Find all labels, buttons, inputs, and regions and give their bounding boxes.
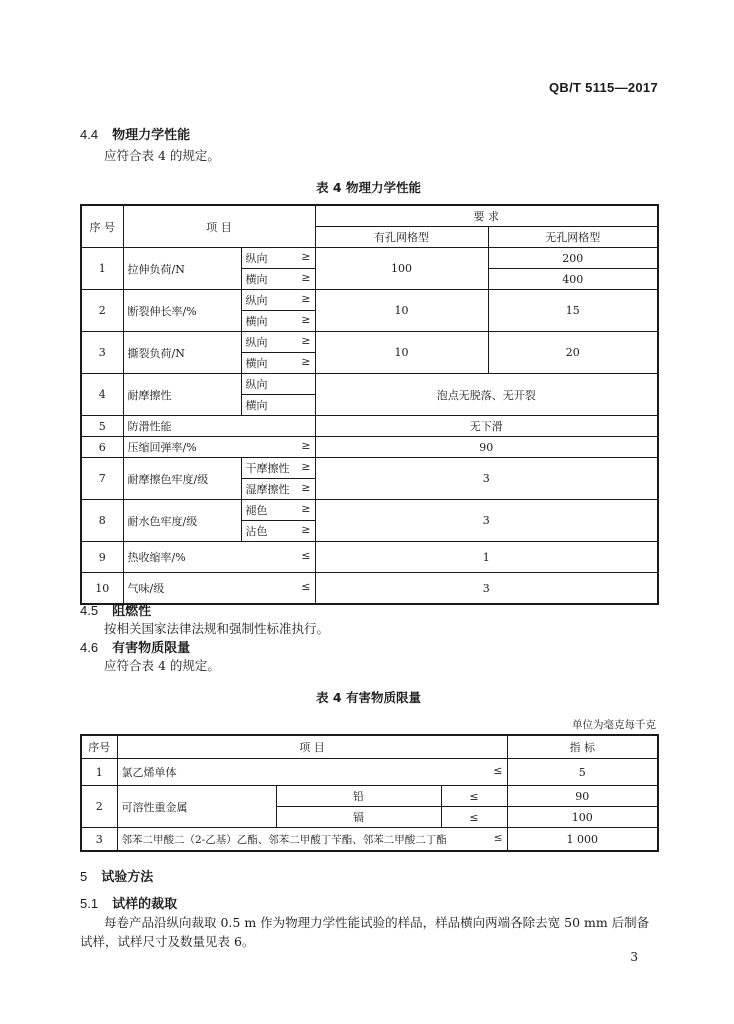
operator: ≥ bbox=[301, 460, 311, 473]
header-requirement: 要 求 bbox=[315, 205, 658, 227]
row-direction: 纵向 bbox=[241, 374, 315, 395]
harmful-substances-table bbox=[80, 734, 659, 852]
row-porous-value: 100 bbox=[315, 248, 488, 290]
row-direction bbox=[241, 311, 315, 332]
row-seq: 7 bbox=[81, 458, 123, 500]
operator: ≤ bbox=[301, 549, 311, 562]
header-seq: 序 号 bbox=[81, 205, 123, 248]
row-seq: 3 bbox=[81, 332, 123, 374]
section-5-1-heading bbox=[80, 893, 177, 912]
row-value: 100 bbox=[507, 807, 658, 828]
header-item: 项 目 bbox=[123, 205, 315, 248]
section-number: 5 bbox=[80, 869, 88, 884]
row-direction bbox=[241, 521, 315, 542]
section-5-1-body-line1: 每卷产品沿纵向裁取 0.5 m 作为物理力学性能试验的样品，样品横向两端各除去宽 50 mm 后制备 bbox=[104, 915, 650, 930]
row-name: 撕裂负荷/N bbox=[123, 332, 241, 374]
row-seq: 10 bbox=[81, 573, 123, 605]
row-direction bbox=[241, 458, 315, 479]
row-direction: 横向 bbox=[241, 395, 315, 416]
row-direction bbox=[241, 269, 315, 290]
table-harmful-title: 表 4 有害物质限量 bbox=[316, 690, 421, 705]
row-name bbox=[117, 828, 507, 852]
operator: ≤ bbox=[493, 764, 503, 777]
row-seq: 1 bbox=[81, 248, 123, 290]
metal-label: 铅 bbox=[353, 790, 364, 803]
section-4-6-body: 应符合表 4 的规定。 bbox=[104, 658, 220, 673]
operator: ≥ bbox=[301, 523, 311, 536]
direction-label: 纵向 bbox=[245, 336, 268, 349]
page-number: 3 bbox=[630, 950, 638, 964]
row-name-label: 热收缩率/% bbox=[127, 551, 186, 564]
row-nonporous-value: 20 bbox=[488, 332, 658, 374]
row-merged-value: 3 bbox=[315, 500, 658, 542]
row-seq: 2 bbox=[81, 786, 117, 828]
row-direction bbox=[241, 290, 315, 311]
operator: ≥ bbox=[301, 250, 311, 263]
row-porous-value: 10 bbox=[315, 332, 488, 374]
operator: ≥ bbox=[301, 355, 311, 368]
row-seq: 9 bbox=[81, 542, 123, 573]
header-index: 指 标 bbox=[507, 735, 658, 759]
direction-label: 湿摩擦性 bbox=[245, 483, 290, 496]
metal-cadmium bbox=[276, 807, 441, 828]
section-title: 试样的裁取 bbox=[112, 897, 178, 912]
row-nonporous-value: 400 bbox=[488, 269, 658, 290]
section-4-4-body: 应符合表 4 的规定。 bbox=[104, 148, 220, 163]
row-name: 断裂伸长率/% bbox=[123, 290, 241, 332]
direction-label: 纵向 bbox=[245, 252, 268, 265]
section-title: 物理力学性能 bbox=[112, 128, 191, 143]
direction-label: 横向 bbox=[245, 273, 268, 286]
row-merged-value: 3 bbox=[315, 573, 658, 605]
row-direction bbox=[241, 332, 315, 353]
physical-properties-table bbox=[80, 204, 659, 605]
operator: ≤ bbox=[441, 786, 507, 807]
row-seq: 6 bbox=[81, 437, 123, 458]
operator: ≤ bbox=[301, 580, 311, 593]
direction-label: 横向 bbox=[245, 357, 268, 370]
row-seq: 5 bbox=[81, 416, 123, 437]
row-direction bbox=[241, 353, 315, 374]
operator: ≤ bbox=[493, 831, 503, 844]
row-name: 防滑性能 bbox=[123, 416, 315, 437]
section-number: 4.5 bbox=[80, 603, 99, 618]
direction-label: 褪色 bbox=[245, 504, 268, 517]
row-name: 拉伸负荷/N bbox=[123, 248, 241, 290]
section-5-heading bbox=[80, 866, 153, 885]
row-nonporous-value: 15 bbox=[488, 290, 658, 332]
section-number: 4.6 bbox=[80, 640, 99, 655]
row-merged-value: 无下滑 bbox=[315, 416, 658, 437]
section-4-5-body: 按相关国家法律法规和强制性标准执行。 bbox=[104, 621, 330, 636]
table-4-title: 表 4 物理力学性能 bbox=[316, 180, 421, 195]
row-name-label: 气味/级 bbox=[127, 582, 165, 595]
row-nonporous-value: 200 bbox=[488, 248, 658, 269]
metal-label: 镉 bbox=[353, 811, 364, 824]
header-porous: 有孔网格型 bbox=[315, 227, 488, 248]
direction-label: 干摩擦性 bbox=[245, 462, 290, 475]
row-merged-value: 泡点无脱落、无开裂 bbox=[315, 374, 658, 416]
section-5-1-body-line2: 试样，试样尺寸及数量见表 6。 bbox=[80, 934, 255, 949]
operator: ≥ bbox=[301, 481, 311, 494]
row-name-label: 邻苯二甲酸二（2-乙基）乙酯、邻苯二甲酸丁苄酯、邻苯二甲酸二丁酯 bbox=[121, 833, 447, 846]
operator: ≥ bbox=[301, 271, 311, 284]
operator: ≤ bbox=[441, 807, 507, 828]
row-name bbox=[123, 542, 315, 573]
row-name bbox=[123, 573, 315, 605]
row-name: 可溶性重金属 bbox=[117, 786, 276, 828]
operator: ≥ bbox=[301, 334, 311, 347]
row-name-label: 压缩回弹率/% bbox=[127, 441, 197, 454]
header-item: 项 目 bbox=[117, 735, 507, 759]
row-seq: 1 bbox=[81, 759, 117, 786]
row-name bbox=[117, 759, 507, 786]
section-4-4-heading bbox=[80, 124, 190, 143]
row-seq: 3 bbox=[81, 828, 117, 852]
unit-note: 单位为毫克每千克 bbox=[572, 719, 656, 731]
row-seq: 2 bbox=[81, 290, 123, 332]
row-merged-value: 3 bbox=[315, 458, 658, 500]
section-number: 5.1 bbox=[80, 896, 99, 911]
row-direction bbox=[241, 479, 315, 500]
header-seq: 序号 bbox=[81, 735, 117, 759]
section-title: 有害物质限量 bbox=[112, 641, 191, 656]
operator: ≥ bbox=[301, 439, 311, 452]
row-name: 耐摩擦色牢度/级 bbox=[123, 458, 241, 500]
row-direction bbox=[241, 248, 315, 269]
operator: ≥ bbox=[301, 292, 311, 305]
row-seq: 8 bbox=[81, 500, 123, 542]
row-merged-value: 1 bbox=[315, 542, 658, 573]
row-name-label: 氯乙烯单体 bbox=[121, 766, 177, 779]
row-name: 耐摩擦性 bbox=[123, 374, 241, 416]
row-value: 90 bbox=[507, 786, 658, 807]
row-value: 5 bbox=[507, 759, 658, 786]
metal-lead bbox=[276, 786, 441, 807]
row-value: 1 000 bbox=[507, 828, 658, 852]
section-title: 阻燃性 bbox=[112, 604, 152, 619]
row-merged-value: 90 bbox=[315, 437, 658, 458]
direction-label: 沾色 bbox=[245, 525, 268, 538]
row-porous-value: 10 bbox=[315, 290, 488, 332]
direction-label: 横向 bbox=[245, 315, 268, 328]
row-name bbox=[123, 437, 315, 458]
header-nonporous: 无孔网格型 bbox=[488, 227, 658, 248]
row-name: 耐水色牢度/级 bbox=[123, 500, 241, 542]
operator: ≥ bbox=[301, 313, 311, 326]
row-seq: 4 bbox=[81, 374, 123, 416]
direction-label: 纵向 bbox=[245, 294, 268, 307]
section-4-5-heading bbox=[80, 600, 151, 619]
document-code: QB/T 5115—2017 bbox=[549, 80, 658, 95]
section-4-6-heading bbox=[80, 637, 190, 656]
row-direction bbox=[241, 500, 315, 521]
operator: ≥ bbox=[301, 502, 311, 515]
section-number: 4.4 bbox=[80, 127, 99, 142]
section-title: 试验方法 bbox=[101, 870, 154, 885]
